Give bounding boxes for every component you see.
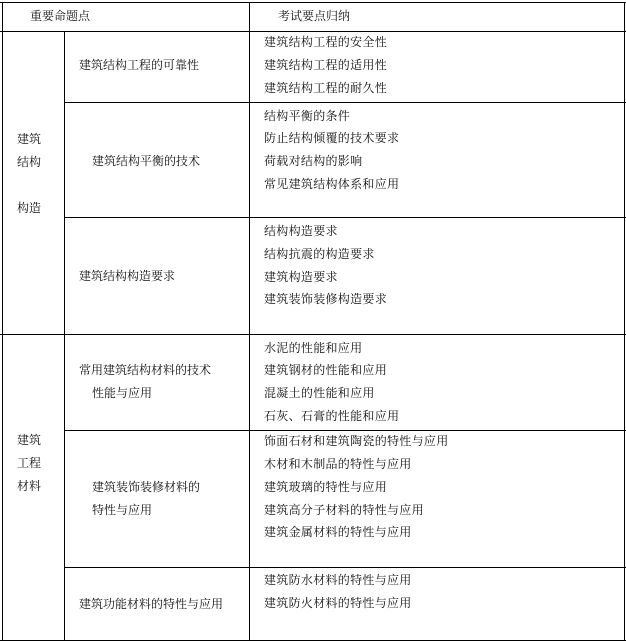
category-label: 构造: [17, 201, 42, 215]
exam-point: 结构抗震的构造要求: [264, 247, 375, 261]
category-label: 建筑: [17, 433, 42, 447]
header-divider: [0, 31, 626, 32]
category-label: 材料: [17, 479, 42, 493]
exam-point: 建筑结构工程的适用性: [264, 58, 388, 72]
table-border-left: [2, 2, 3, 641]
exam-point: 建筑结构工程的安全性: [264, 35, 388, 49]
topic-name: 性能与应用: [92, 386, 153, 400]
exam-point: 水泥的性能和应用: [264, 341, 363, 355]
exam-point: 木材和木制品的特性与应用: [264, 457, 412, 471]
header-exam-summary: 考试要点归纳: [278, 9, 351, 23]
exam-point: 石灰、石膏的性能和应用: [264, 409, 400, 423]
category-label: 结构: [17, 155, 42, 169]
exam-point: 荷载对结构的影响: [264, 154, 363, 168]
section-divider: [0, 334, 626, 335]
exam-point: 建筑防火材料的特性与应用: [264, 596, 412, 610]
row-divider: [64, 430, 626, 431]
topic-name: 建筑结构构造要求: [79, 269, 176, 283]
exam-point: 建筑钢材的性能和应用: [264, 363, 388, 377]
topic-name: 建筑装饰装修材料的: [92, 480, 201, 494]
exam-point: 结构平衡的条件: [264, 109, 351, 123]
header-key-points: 重要命题点: [30, 9, 91, 23]
table-border-top: [0, 2, 626, 3]
topic-name: 建筑结构平衡的技术: [92, 154, 201, 168]
topic-name: 特性与应用: [92, 503, 153, 517]
row-divider: [64, 217, 626, 218]
table-border-right: [624, 2, 625, 641]
exam-point: 建筑防水材料的特性与应用: [264, 573, 412, 587]
category-label: 建筑: [17, 132, 42, 146]
row-divider: [64, 567, 626, 568]
topic-name: 常用建筑结构材料的技术: [79, 363, 212, 377]
exam-point: 建筑高分子材料的特性与应用: [264, 503, 424, 517]
exam-point: 建筑装饰装修构造要求: [264, 292, 388, 306]
exam-point: 混凝土的性能和应用: [264, 386, 375, 400]
row-divider: [64, 102, 626, 103]
column-divider: [249, 2, 250, 641]
exam-point: 建筑构造要求: [264, 270, 338, 284]
exam-point: 防止结构倾覆的技术要求: [264, 131, 400, 145]
exam-point: 建筑玻璃的特性与应用: [264, 480, 388, 494]
exam-point: 结构构造要求: [264, 224, 338, 238]
category-divider: [64, 31, 65, 641]
exam-point: 建筑金属材料的特性与应用: [264, 525, 412, 539]
topic-name: 建筑功能材料的特性与应用: [79, 597, 224, 611]
exam-point: 饰面石材和建筑陶瓷的特性与应用: [264, 434, 449, 448]
exam-point: 常见建筑结构体系和应用: [264, 177, 400, 191]
topic-name: 建筑结构工程的可靠性: [79, 58, 200, 72]
category-label: 工程: [17, 456, 42, 470]
exam-point: 建筑结构工程的耐久性: [264, 81, 388, 95]
